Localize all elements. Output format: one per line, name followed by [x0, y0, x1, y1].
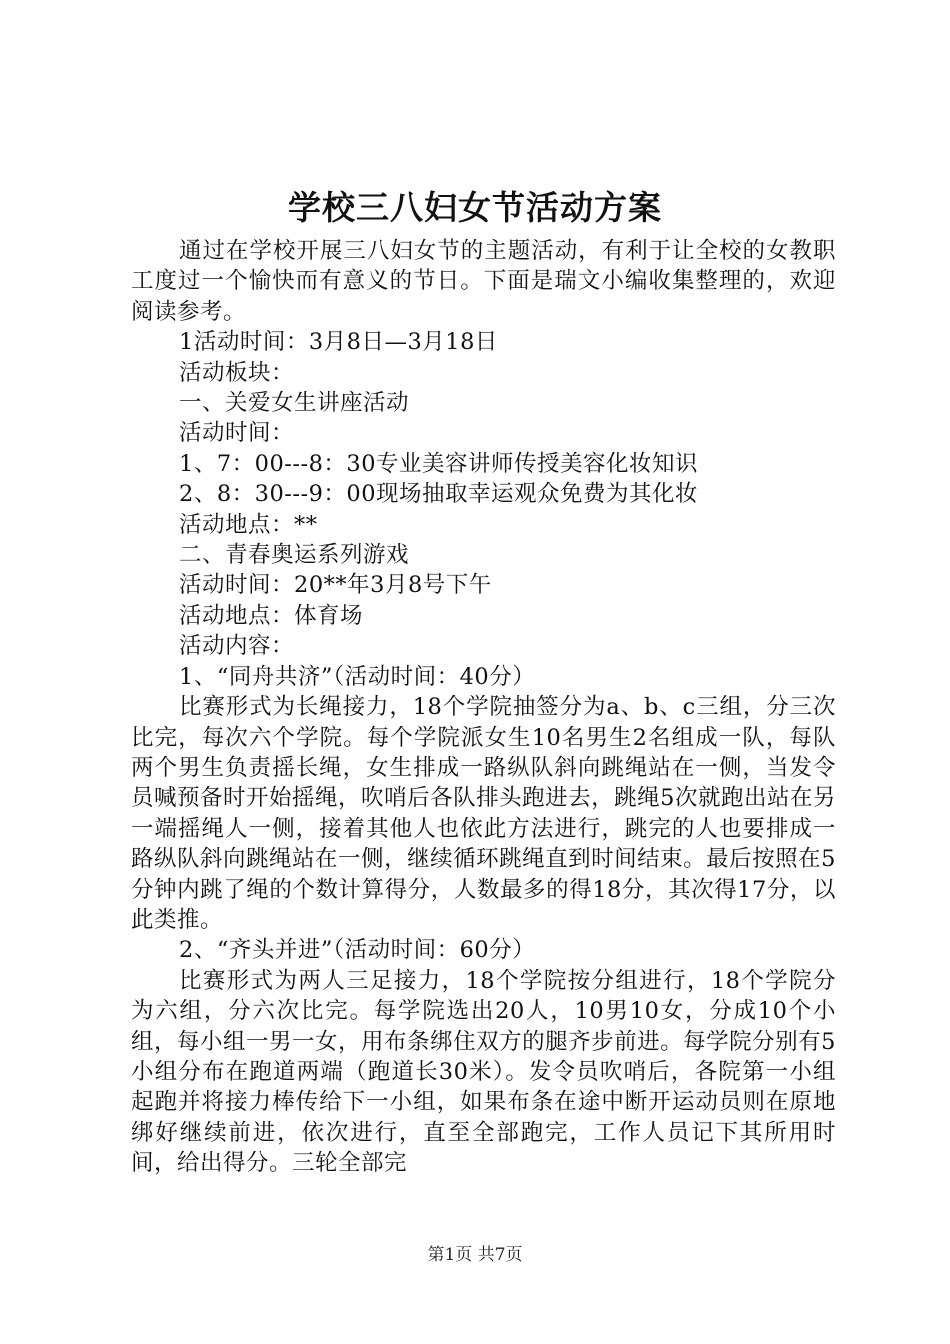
section-heading-2: 二、青春奥运系列游戏 [179, 542, 410, 569]
page-footer: 第1页 共7页 [427, 1245, 523, 1265]
document-title: 学校三八妇女节活动方案 [288, 188, 662, 227]
section-1-time-label: 活动时间： [179, 420, 295, 447]
game-2-heading: 2、“齐头并进”（活动时间：60分） [179, 937, 536, 964]
activity-sections-label: 活动板块： [179, 359, 295, 386]
activity-time-line: 1活动时间：3月8日—3月18日 [179, 329, 498, 356]
game-1-description: 比赛形式为长绳接力，18个学院抽签分为a、b、c三组，分三次比完，每次六个学院。每个学院派女生10名男生2名组成一队，每队两个男生负责摇长绳，女生排成一路纵队斜向跳绳站在一侧，当发令员喊预备时开始摇绳，吹哨后各队排头跑进去，跳绳5次就跑出站在另一端摇绳人一侧，接着其他人也依此方法进行，跳完的人也要排成一路纵队斜向跳绳站在一侧，继续循环跳绳直到时间结束。最后按照在5分钟内跳了绳的个数计算得分，人数最多的得18分，其次得17分，以此类推。 [131, 694, 836, 933]
section-2-time: 活动时间：20**年3月8号下午 [179, 572, 492, 599]
section-2-location: 活动地点：体育场 [179, 602, 364, 629]
section-1-location: 活动地点：** [179, 511, 318, 538]
document-body [131, 236, 836, 1179]
game-2-description: 比赛形式为两人三足接力，18个学院按分组进行，18个学院分为六组，分六次比完。每学院选出20人，10男10女，分成10个小组，每小组一男一女，用布条绑住双方的腿齐步前进。每学院分别有5小组分布在跑道两端（跑道长30米）。发令员吹哨后，各院第一小组起跑并将接力棒传给下一小组，如果布条在途中断开运动员则在原地绑好继续前进，依次进行，直至全部跑完，工作人员记下其所用时间，给出得分。三轮全部完 [131, 967, 836, 1177]
section-1-item-2: 2、8：30---9：00现场抽取幸运观众免费为其化妆 [179, 481, 699, 508]
section-heading-1: 一、关爱女生讲座活动 [179, 390, 410, 417]
section-2-content-label: 活动内容： [179, 633, 295, 660]
game-1-heading: 1、“同舟共济”（活动时间：40分） [179, 663, 536, 690]
intro-paragraph: 通过在学校开展三八妇女节的主题活动，有利于让全校的女教职工度过一个愉快而有意义的节日。下面是瑞文小编收集整理的，欢迎阅读参考。 [131, 238, 836, 325]
section-1-item-1: 1、7：00---8：30专业美容讲师传授美容化妆知识 [179, 450, 699, 477]
